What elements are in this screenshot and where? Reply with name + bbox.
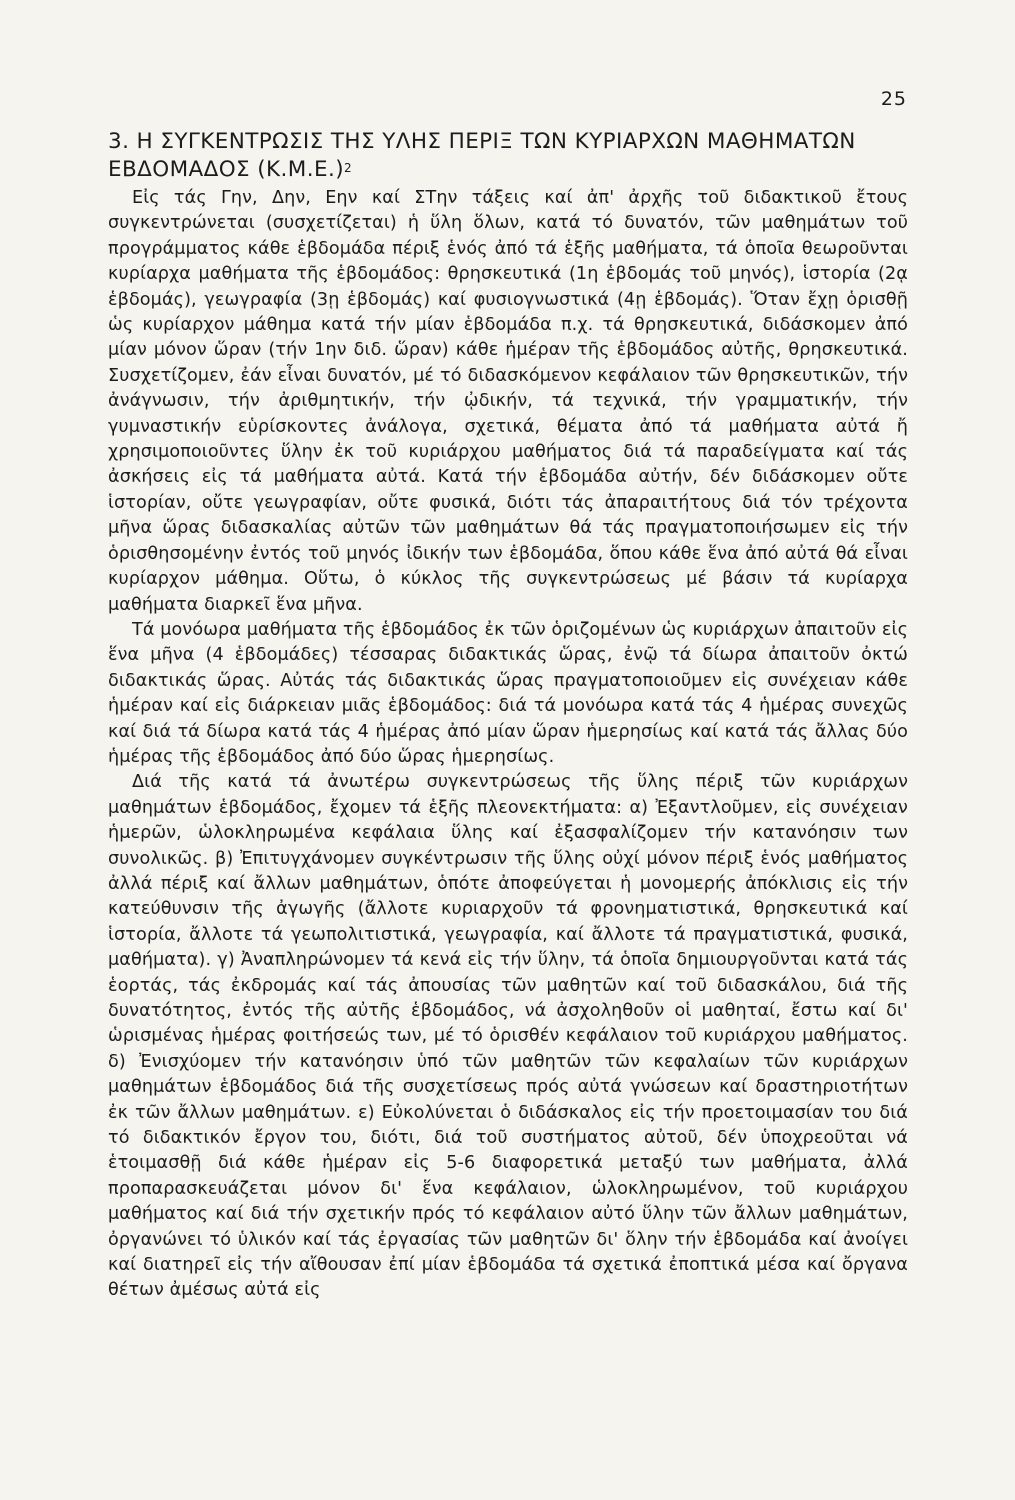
section-title-text: 3. Η ΣΥΓΚΕΝΤΡΩΣΙΣ ΤΗΣ ΥΛΗΣ ΠΕΡΙΞ ΤΩΝ ΚΥΡΙΑΡΧΩΝ ΜΑΘΗΜΑΤΩΝ ΕΒΔΟΜΑΔΟΣ (Κ.Μ.Ε.): [108, 129, 856, 182]
section-title: [108, 128, 928, 184]
footnote-marker: 2: [343, 161, 353, 175]
page-number: 25: [880, 88, 907, 110]
paragraph-1: Εἰς τάς Γην, Δην, Εην καί ΣΤην τάξεις καί ἀπ' ἀρχῆς τοῦ διδακτικοῦ ἔτους συγκεντρώνεται (συσχετίζεται) ἡ ὕλη ὅλων, κατά τό δυνατόν, τῶν μαθημάτων τοῦ προγράμματος κάθε ἑβδομάδα πέριξ ἑνός ἀπό τά ἑξῆς μαθήματα, τά ὁποῖα θεωροῦνται κυρίαρχα μαθήματα τῆς ἑβδομάδος: θρησκευτικά (1η ἑβδομάς τοῦ μηνός), ἱστορία (2ᾳ ἑβδομάς), γεωγραφία (3ῃ ἑβδομάς) καί φυσιογνωστικά (4ῃ ἑβδομάς). Ὅταν ἔχῃ ὁρισθῇ ὡς κυρίαρχον μάθημα κατά τήν μίαν ἑβδομάδα π.χ. τά θρησκευτικά, διδάσκομεν ἀπό μίαν μόνον ὥραν (τήν 1ην διδ. ὥραν) κάθε ἡμέραν τῆς ἑβδομάδος αὐτῆς, θρησκευτικά. Συσχετίζομεν, ἐάν εἶναι δυνατόν, μέ τό διδασκόμενον κεφάλαιον τῶν θρησκευτικῶν, τήν ἀνάγνωσιν, τήν ἀριθμητικήν, τήν ᾠδικήν, τά τεχνικά, τήν γραμματικήν, τήν γυμναστικήν εὑρίσκοντες ἀνάλογα, σχετικά, θέματα ἀπό τά μαθήματα αὐτά ἤ χρησιμοποιοῦντες ὕλην ἐκ τοῦ κυριάρχου μαθήματος διά τά παραδείγματα καί τάς ἀσκήσεις εἰς τά μαθήματα αὐτά. Κατά τήν ἑβδομάδα αὐτήν, δέν διδάσκομεν οὔτε ἱστορίαν, οὔτε γεωγραφίαν, οὔτε φυσικά, διότι τάς ἀπαραιτήτους διά τόν τρέχοντα μῆνα ὥρας διδασκαλίας αὐτῶν τῶν μαθημάτων θά τάς πραγματοποιήσωμεν εἰς τήν ὁρισθησομένην ἐντός τοῦ μηνός ἰδικήν των ἑβδομάδα, ὅπου κάθε ἕνα ἀπό αὐτά θά εἶναι κυρίαρχον μάθημα. Οὕτω, ὁ κύκλος τῆς συγκεντρώσεως μέ βάσιν τά κυρίαρχα μαθήματα διαρκεῖ ἕνα μῆνα.: [108, 188, 908, 615]
paragraph-2: Τά μονόωρα μαθήματα τῆς ἑβδομάδος ἐκ τῶν ὁριζομένων ὡς κυριάρχων ἀπαιτοῦν εἰς ἕνα μῆνα (4 ἑβδομάδες) τέσσαρας διδακτικάς ὥρας, ἐνῷ τά δίωρα ἀπαιτοῦν ὀκτώ διδακτικάς ὥρας. Αὐτάς τάς διδακτικάς ὥρας πραγματοποιοῦμεν εἰς συνέχειαν κάθε ἡμέραν καί εἰς διάρκειαν μιᾶς ἑβδομάδος: διά τά μονόωρα κατά τάς 4 ἡμέρας συνεχῶς καί διά τά δίωρα κατά τάς 4 ἡμέρας ἀπό μίαν ὥραν ἡμερησίως καί κατά τάς ἄλλας δύο ἡμέρας τῆς ἑβδομάδος ἀπό δύο ὥρας ἡμερησίως.: [108, 619, 908, 767]
body-text: [108, 186, 908, 1304]
paragraph-3: Διά τῆς κατά τά ἀνωτέρω συγκεντρώσεως τῆς ὕλης πέριξ τῶν κυριάρχων μαθημάτων ἑβδομάδος, ἔχομεν τά ἑξῆς πλεονεκτήματα: α) Ἐξαντλοῦμεν, εἰς συνέχειαν ἡμερῶν, ὡλοκληρωμένα κεφάλαια ὕλης καί ἐξασφαλίζομεν τήν κατανόησιν των συνολικῶς. β) Ἐπιτυγχάνομεν συγκέντρωσιν τῆς ὕλης οὐχί μόνον πέριξ ἑνός μαθήματος ἀλλά πέριξ καί ἄλλων μαθημάτων, ὁπότε ἀποφεύγεται ἡ μονομερής ἀπόκλισις εἰς τήν κατεύθυνσιν τῆς ἀγωγῆς (ἄλλοτε κυριαρχοῦν τά φρονηματιστικά, θρησκευτικά καί ἱστορία, ἄλλοτε τά γεωπολιτιστικά, γεωγραφία, καί ἄλλοτε τά πραγματιστικά, φυσικά, μαθήματα). γ) Ἀναπληρώνομεν τά κενά εἰς τήν ὕλην, τά ὁποῖα δημιουργοῦνται κατά τάς ἑορτάς, τάς ἐκδρομάς καί τάς ἀπουσίας τῶν μαθητῶν καί τοῦ διδασκάλου, διά τῆς δυνατότητος, ἐντός τῆς αὐτῆς ἑβδομάδος, νά ἀσχοληθοῦν οἱ μαθηταί, ἔστω καί δι' ὡρισμένας ἡμέρας φοιτήσεώς των, μέ τό ὁρισθέν κεφάλαιον τοῦ κυριάρχου μαθήματος. δ) Ἐνισχύομεν τήν κατανόησιν ὑπό τῶν μαθητῶν τῶν κεφαλαίων τῶν κυριάρχων μαθημάτων ἑβδομάδος διά τῆς συσχετίσεως πρός αὐτά γνώσεων καί δραστηριοτήτων ἐκ τῶν ἄλλων μαθημάτων. ε) Εὐκολύνεται ὁ διδάσκαλος εἰς τήν προετοιμασίαν του διά τό διδακτικόν ἔργον του, διότι, διά τοῦ συστήματος αὐτοῦ, δέν ὑποχρεοῦται νά ἑτοιμασθῇ διά κάθε ἡμέραν εἰς 5-6 διαφορετικά μεταξύ των μαθήματα, ἀλλά προπαρασκευάζεται μόνον δι' ἕνα κεφάλαιον, ὡλοκληρωμένον, τοῦ κυριάρχου μαθήματος καί διά τήν σχετικήν πρός τό κεφάλαιον αὐτό ὕλην τῶν ἄλλων μαθημάτων, ὀργανώνει τό ὑλικόν καί τάς ἐργασίας τῶν μαθητῶν δι' ὅλην τήν ἑβδομάδα καί ἀνοίγει καί διατηρεῖ εἰς τήν αἴθουσαν ἐπί μίαν ἑβδομάδα τά σχετικά ἐποπτικά μέσα καί ὄργανα θέτων ἀμέσως αὐτά εἰς: [108, 772, 908, 1301]
